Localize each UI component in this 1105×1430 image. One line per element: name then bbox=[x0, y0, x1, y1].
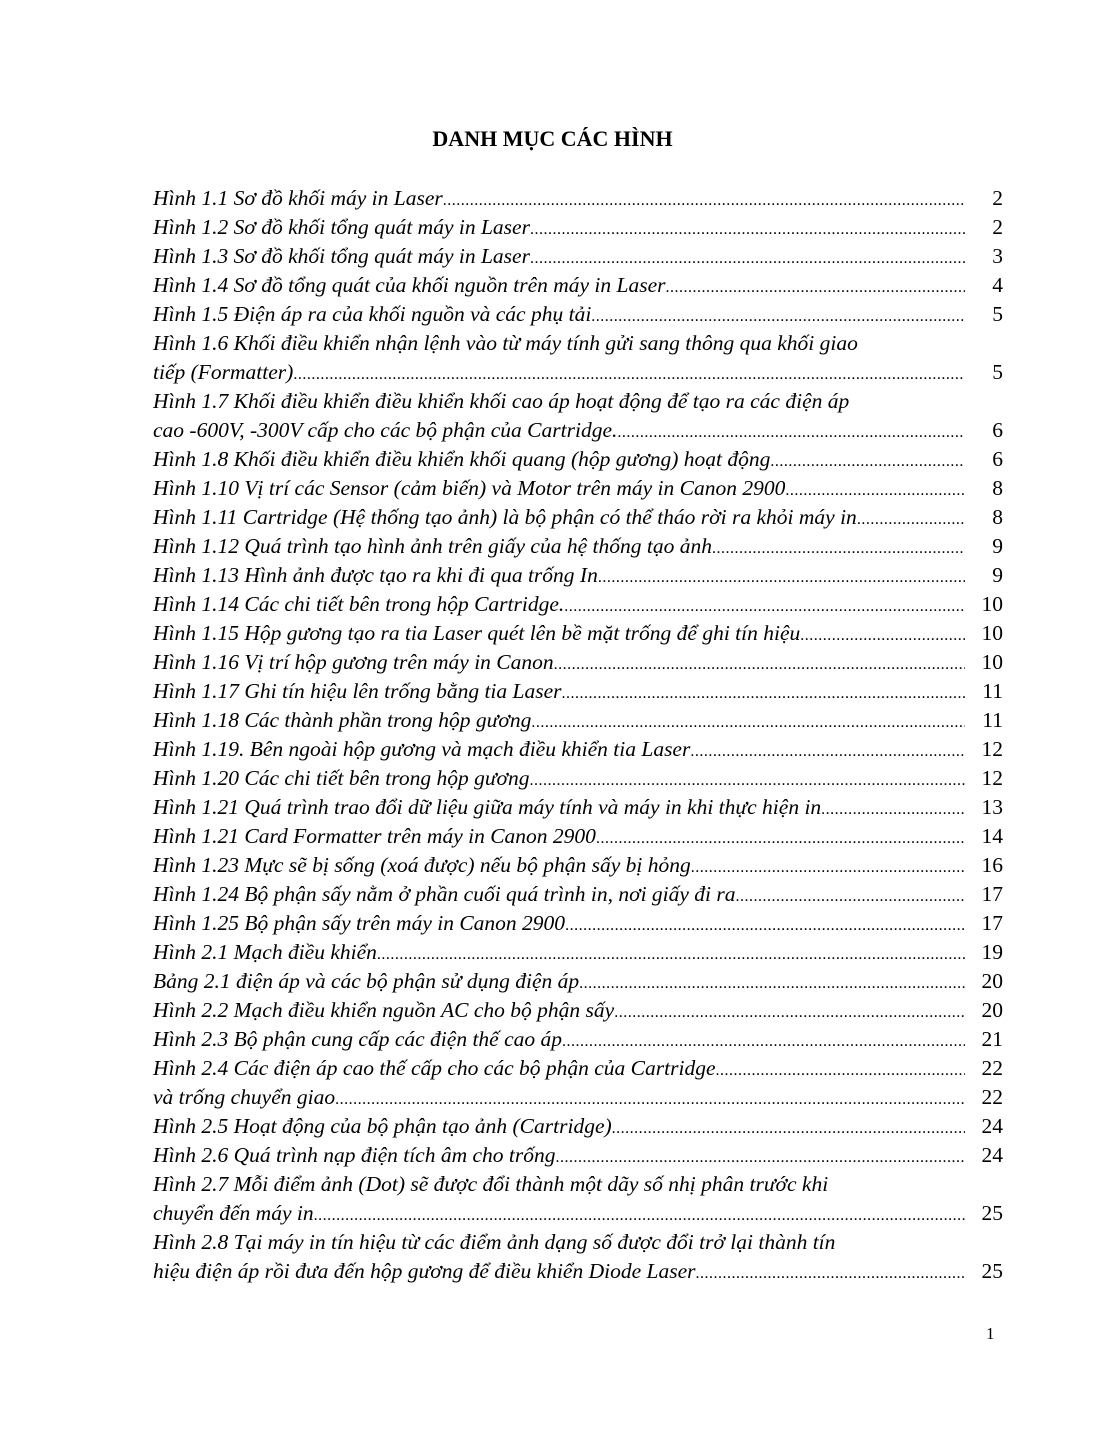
toc-entry-page: 20 bbox=[981, 998, 1003, 1022]
toc-entry[interactable] bbox=[153, 445, 1003, 474]
toc-entry[interactable] bbox=[153, 532, 1003, 561]
dot-leader bbox=[785, 474, 965, 505]
dot-leader bbox=[598, 561, 965, 592]
toc-entry-page: 12 bbox=[981, 766, 1003, 790]
toc-entry-text: Hình 2.4 Các điện áp cao thế cấp cho các bộ phận của Cartridge bbox=[153, 1056, 716, 1080]
toc-entry-text: Hình 2.6 Quá trình nạp điện tích âm cho trống bbox=[153, 1143, 556, 1167]
dot-leader bbox=[716, 1054, 966, 1085]
toc-entry-text: Hình 1.21 Quá trình trao đổi dữ liệu giữa máy tính và máy in khi thực hiện in bbox=[153, 795, 822, 819]
toc-entry-text: Hình 1.19. Bên ngoài hộp gương và mạch điều khiển tia Laser bbox=[153, 737, 691, 761]
toc-entry-page: 8 bbox=[992, 476, 1003, 500]
toc-entry-text: Hình 1.16 Vị trí hộp gương trên máy in Canon bbox=[153, 650, 554, 674]
toc-entry-page: 16 bbox=[981, 853, 1003, 877]
toc-entry[interactable] bbox=[153, 822, 1003, 851]
toc-entry-page: 17 bbox=[981, 882, 1003, 906]
toc-entry-page: 19 bbox=[981, 940, 1003, 964]
toc-entry-page: 21 bbox=[981, 1027, 1003, 1051]
toc-entry-text: chuyển đến máy in bbox=[153, 1201, 314, 1225]
toc-entry-page: 24 bbox=[981, 1143, 1003, 1167]
dot-leader bbox=[596, 822, 965, 853]
toc-entry-text: Hình 1.12 Quá trình tạo hình ảnh trên giấy của hệ thống tạo ảnh bbox=[153, 534, 712, 558]
dot-leader bbox=[562, 1025, 965, 1056]
toc-entry[interactable] bbox=[153, 648, 1003, 677]
toc-entry-text: Hình 1.10 Vị trí các Sensor (cảm biến) và Motor trên máy in Canon 2900 bbox=[153, 476, 786, 500]
toc-entry-text: Hình 1.24 Bộ phận sấy nằm ở phần cuối quá trình in, nơi giấy đi ra bbox=[153, 882, 736, 906]
toc-entry-page: 9 bbox=[992, 563, 1003, 587]
dot-leader bbox=[565, 909, 965, 940]
toc-entry[interactable] bbox=[153, 1054, 1003, 1083]
toc-entry-page: 17 bbox=[981, 911, 1003, 935]
page-title: DANH MỤC CÁC HÌNH bbox=[432, 126, 673, 151]
toc-entry-text: Bảng 2.1 điện áp và các bộ phận sử dụng điện áp bbox=[153, 969, 580, 993]
toc-entry[interactable] bbox=[153, 909, 1003, 938]
toc-entry[interactable] bbox=[153, 619, 1003, 648]
table-of-figures bbox=[153, 184, 1003, 1286]
dot-leader bbox=[770, 445, 965, 476]
toc-entry-page: 2 bbox=[992, 215, 1003, 239]
toc-entry[interactable] bbox=[153, 184, 1003, 213]
toc-entry[interactable] bbox=[153, 996, 1003, 1025]
toc-entry[interactable] bbox=[153, 967, 1003, 996]
dot-leader bbox=[530, 213, 965, 244]
toc-entry-text: Hình 1.15 Hộp gương tạo ra tia Laser quét lên bề mặt trống để ghi tín hiệu bbox=[153, 621, 801, 645]
toc-entry-page: 10 bbox=[981, 621, 1003, 645]
dot-leader bbox=[554, 648, 965, 679]
toc-entry-page: 4 bbox=[992, 273, 1003, 297]
toc-entry[interactable] bbox=[153, 1228, 1003, 1286]
toc-entry-page: 14 bbox=[981, 824, 1003, 848]
dot-leader bbox=[443, 184, 965, 215]
toc-entry-text: Hình 2.8 Tại máy in tín hiệu từ các điểm ảnh dạng số được đổi trở lại thành tín bbox=[153, 1230, 836, 1254]
dot-leader bbox=[564, 590, 965, 621]
toc-entry[interactable] bbox=[153, 300, 1003, 329]
toc-entry-page: 24 bbox=[981, 1114, 1003, 1138]
toc-entry-text: Hình 1.23 Mực sẽ bị sống (xoá được) nếu bộ phận sấy bị hỏng bbox=[153, 853, 691, 877]
dot-leader bbox=[857, 503, 965, 534]
toc-entry[interactable] bbox=[153, 213, 1003, 242]
dot-leader bbox=[617, 416, 965, 447]
toc-entry-text: Hình 1.17 Ghi tín hiệu lên trống bằng tia Laser bbox=[153, 679, 562, 703]
dot-leader bbox=[530, 242, 965, 273]
dot-leader bbox=[335, 1083, 965, 1114]
toc-entry[interactable] bbox=[153, 880, 1003, 909]
toc-entry-page: 5 bbox=[992, 360, 1003, 384]
toc-entry-text: Hình 2.5 Hoạt động của bộ phận tạo ảnh (Cartridge) bbox=[153, 1114, 612, 1138]
toc-entry-text: Hình 2.2 Mạch điều khiển nguồn AC cho bộ phận sấy bbox=[153, 998, 615, 1022]
dot-leader bbox=[690, 735, 965, 766]
toc-entry[interactable] bbox=[153, 793, 1003, 822]
toc-entry-page: 11 bbox=[982, 708, 1003, 732]
toc-entry-page: 2 bbox=[992, 186, 1003, 210]
toc-entry-text: Hình 1.25 Bộ phận sấy trên máy in Canon 2900 bbox=[153, 911, 566, 935]
dot-leader bbox=[712, 532, 965, 563]
dot-leader bbox=[556, 1141, 965, 1172]
dot-leader bbox=[531, 706, 965, 737]
dot-leader bbox=[377, 938, 965, 969]
toc-entry[interactable] bbox=[153, 503, 1003, 532]
toc-entry[interactable] bbox=[153, 1025, 1003, 1054]
dot-leader bbox=[736, 880, 965, 911]
toc-entry-text: và trống chuyển giao bbox=[153, 1085, 336, 1109]
toc-entry[interactable] bbox=[153, 329, 1003, 387]
toc-entry-text: Hình 1.4 Sơ đồ tổng quát của khối nguồn trên máy in Laser bbox=[153, 273, 666, 297]
toc-entry-page: 22 bbox=[981, 1056, 1003, 1080]
toc-entry-page: 6 bbox=[992, 418, 1003, 442]
toc-entry-page: 22 bbox=[981, 1085, 1003, 1109]
dot-leader bbox=[696, 1257, 966, 1288]
toc-entry-text: Hình 1.8 Khối điều khiển điều khiển khối quang (hộp gương) hoạt động bbox=[153, 447, 771, 471]
toc-entry-page: 25 bbox=[981, 1259, 1003, 1283]
toc-entry-page: 13 bbox=[981, 795, 1003, 819]
dot-leader bbox=[530, 764, 965, 795]
toc-entry-page: 8 bbox=[992, 505, 1003, 529]
toc-entry-text: hiệu điện áp rồi đưa đến hộp gương để điều khiển Diode Laser bbox=[153, 1259, 696, 1283]
toc-entry[interactable] bbox=[153, 1170, 1003, 1228]
toc-entry-page: 3 bbox=[992, 244, 1003, 268]
toc-entry-text: Hình 2.1 Mạch điều khiển bbox=[153, 940, 377, 964]
toc-entry-page: 5 bbox=[992, 302, 1003, 326]
toc-entry-text: cao -600V, -300V cấp cho các bộ phận của Cartridge. bbox=[153, 418, 618, 442]
toc-entry[interactable] bbox=[153, 387, 1003, 445]
toc-entry-page: 10 bbox=[981, 650, 1003, 674]
toc-entry[interactable] bbox=[153, 242, 1003, 271]
dot-leader bbox=[293, 358, 965, 389]
toc-entry-page: 12 bbox=[981, 737, 1003, 761]
toc-entry-page: 25 bbox=[981, 1201, 1003, 1225]
toc-entry[interactable] bbox=[153, 938, 1003, 967]
toc-entry-text: Hình 1.11 Cartridge (Hệ thống tạo ảnh) là bộ phận có thể tháo rời ra khỏi máy in bbox=[153, 505, 857, 529]
toc-entry-text: Hình 1.18 Các thành phần trong hộp gương bbox=[153, 708, 532, 732]
dot-leader bbox=[800, 619, 965, 650]
toc-entry-text: Hình 1.21 Card Formatter trên máy in Canon 2900 bbox=[153, 824, 596, 848]
toc-entry[interactable] bbox=[153, 764, 1003, 793]
toc-entry-text: Hình 1.7 Khối điều khiển điều khiển khối cao áp hoạt động để tạo ra các điện áp bbox=[153, 389, 850, 413]
dot-leader bbox=[666, 271, 965, 302]
toc-entry-text: tiếp (Formatter) bbox=[153, 360, 294, 384]
toc-entry-text: Hình 1.3 Sơ đồ khối tổng quát máy in Laser bbox=[153, 244, 530, 268]
toc-entry-page: 9 bbox=[992, 534, 1003, 558]
toc-entry-text: Hình 1.5 Điện áp ra của khối nguồn và các phụ tải bbox=[153, 302, 592, 326]
toc-entry-text: Hình 1.14 Các chi tiết bên trong hộp Cartridge. bbox=[153, 592, 565, 616]
toc-entry[interactable] bbox=[153, 561, 1003, 590]
dot-leader bbox=[691, 851, 965, 882]
toc-entry-text: Hình 1.6 Khối điều khiển nhận lệnh vào từ máy tính gửi sang thông qua khối giao bbox=[153, 331, 858, 355]
toc-entry[interactable] bbox=[153, 677, 1003, 706]
toc-entry[interactable] bbox=[153, 1112, 1003, 1141]
toc-entry-text: Hình 2.3 Bộ phận cung cấp các điện thế cao áp bbox=[153, 1027, 563, 1051]
toc-entry-text: Hình 1.2 Sơ đồ khối tổng quát máy in Laser bbox=[153, 215, 530, 239]
page-number: 1 bbox=[986, 1324, 995, 1343]
toc-entry-page: 10 bbox=[981, 592, 1003, 616]
toc-entry[interactable] bbox=[153, 590, 1003, 619]
toc-entry-page: 20 bbox=[981, 969, 1003, 993]
dot-leader bbox=[614, 996, 965, 1027]
toc-entry[interactable] bbox=[153, 706, 1003, 735]
toc-entry[interactable] bbox=[153, 851, 1003, 880]
toc-entry-text: Hình 1.1 Sơ đồ khối máy in Laser bbox=[153, 186, 443, 210]
dot-leader bbox=[591, 300, 965, 331]
toc-entry[interactable] bbox=[153, 474, 1003, 503]
dot-leader bbox=[579, 967, 965, 998]
toc-entry[interactable] bbox=[153, 271, 1003, 300]
dot-leader bbox=[612, 1112, 965, 1143]
dot-leader bbox=[821, 793, 965, 824]
dot-leader bbox=[314, 1199, 965, 1230]
toc-entry-page: 11 bbox=[982, 679, 1003, 703]
toc-entry-text: Hình 2.7 Mỗi điểm ảnh (Dot) sẽ được đổi thành một dãy số nhị phân trước khi bbox=[153, 1172, 829, 1196]
toc-entry[interactable] bbox=[153, 1083, 1003, 1112]
toc-entry-text: Hình 1.20 Các chi tiết bên trong hộp gương bbox=[153, 766, 530, 790]
toc-entry-page: 6 bbox=[992, 447, 1003, 471]
toc-entry[interactable] bbox=[153, 1141, 1003, 1170]
dot-leader bbox=[562, 677, 966, 708]
toc-entry[interactable] bbox=[153, 735, 1003, 764]
toc-entry-text: Hình 1.13 Hình ảnh được tạo ra khi đi qua trống In bbox=[153, 563, 598, 587]
